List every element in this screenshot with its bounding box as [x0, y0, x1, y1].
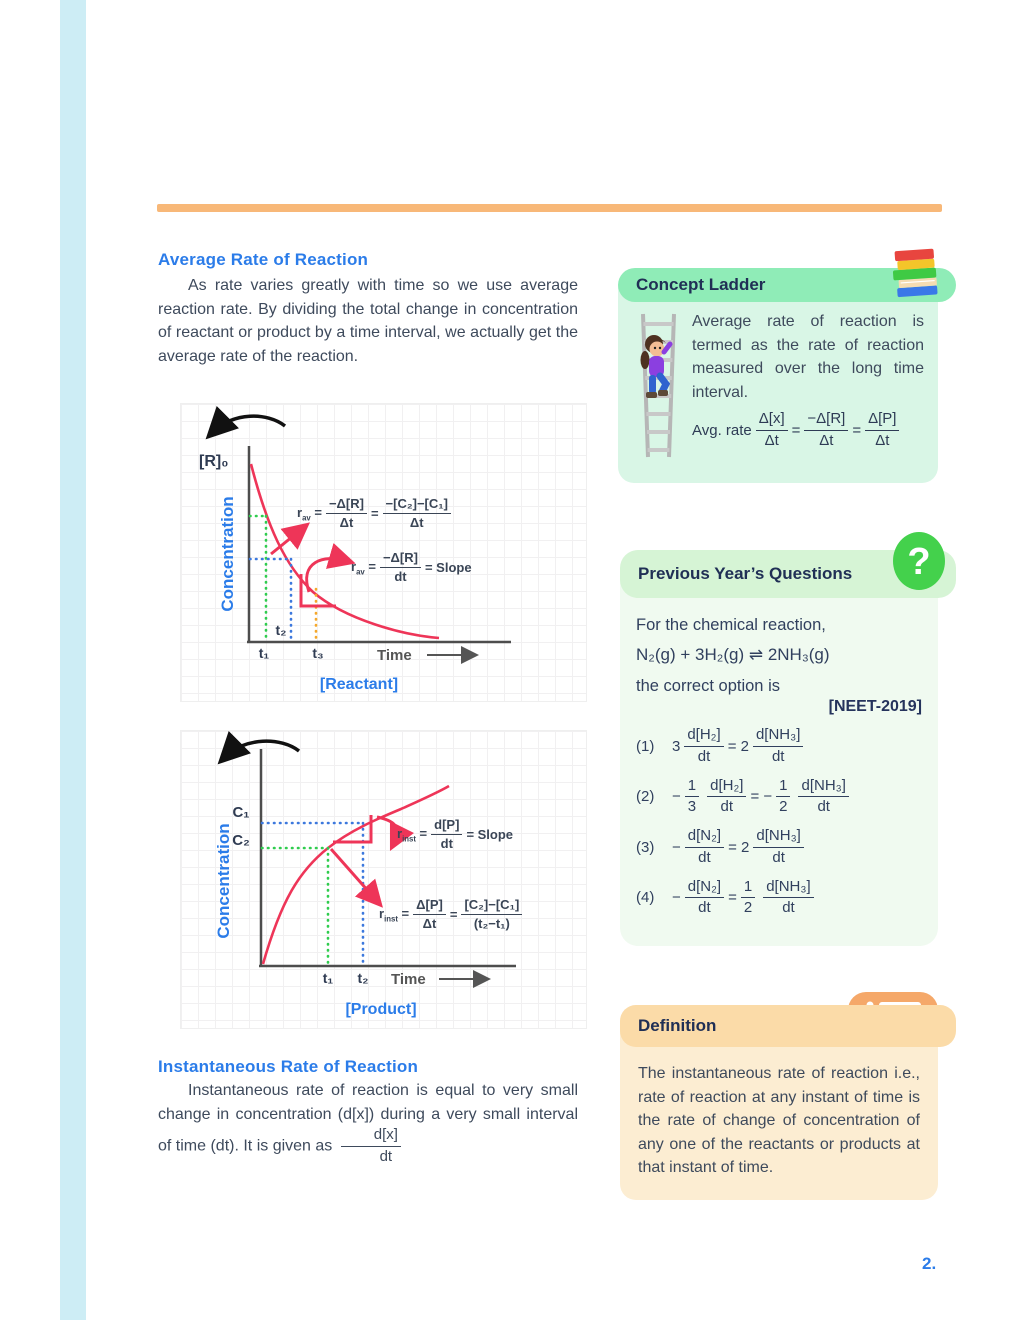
pyq-title: Previous Year’s Questions — [638, 564, 853, 583]
pyq-option-row — [636, 777, 922, 818]
page-number: 2. — [922, 1254, 937, 1273]
pyq-reaction-equation: N₂(g) + 3H₂(g) ⇌ 2NH₃(g) — [636, 645, 830, 664]
heading-average-rate: Average Rate of Reaction — [158, 250, 369, 269]
concept-ladder-text: Average rate of reaction is termed as the rate of reaction measured over the long time interval. — [692, 313, 924, 401]
c2-label: C₂ — [232, 832, 250, 849]
t1-label: t₁ — [258, 645, 270, 661]
pyq-prompt: the correct option is — [636, 677, 780, 695]
product-concentration-graph — [180, 730, 587, 1029]
c2-t1-dotted-guide — [262, 848, 328, 965]
pyq-option-row — [636, 726, 922, 767]
slope-triangle — [333, 815, 371, 842]
books-stack-icon — [888, 244, 940, 305]
svg-text:?: ? — [907, 541, 931, 583]
x-axis-label: Time — [391, 971, 426, 988]
pyq-option-row — [636, 878, 922, 919]
graph-caption: [Reactant] — [319, 676, 399, 693]
option-formula: − $\frac{\text{d[N₂]}}{dt}$ = $\frac{1}{2}$ $\frac{\text{d[NH₃]}}{dt}$ — [672, 878, 814, 919]
inst-slope-formula: $r_{inst}$ = $\frac{d[P]}{dt}$ = Slope — [397, 817, 514, 852]
pointer-arrow-slope-formula — [377, 817, 397, 843]
definition-header — [620, 1005, 956, 1047]
pyq-exam-tag: [NEET-2019] — [828, 698, 922, 715]
x-axis-label: Time — [377, 647, 412, 664]
t1-dotted-guide — [250, 516, 266, 640]
c1-label: C₁ — [232, 804, 250, 821]
paragraph-instantaneous-text: Instantaneous rate of reaction is equal to very small change in concentration (d[x]) during a very small interval of time (dt). It is given as — [158, 1082, 578, 1155]
section-divider-bar — [157, 204, 942, 212]
t3-label: t₃ — [312, 645, 324, 661]
pyq-options — [636, 726, 922, 918]
dx-dt-fraction: $\frac{d[x]}{dt}$ — [341, 1126, 401, 1167]
concept-ladder-box — [618, 284, 938, 483]
option-label: (1) — [636, 737, 655, 755]
option-label: (2) — [636, 788, 655, 806]
question-mark-icon — [892, 531, 946, 596]
option-label: (4) — [636, 889, 655, 907]
rotation-arrow-icon — [213, 416, 285, 432]
option-label: (3) — [636, 838, 655, 856]
t2-label: t₂ — [357, 970, 369, 986]
pointer-arrow-avg-formula — [331, 849, 377, 901]
t1-label: t₁ — [322, 970, 334, 986]
pointer-arrow-slope-formula — [307, 559, 347, 592]
y-axis-label: Concentration — [214, 823, 233, 939]
y-axis-label: Concentration — [218, 496, 237, 612]
option-formula: − $\frac{\text{d[N₂]}}{dt}$ = 2 $\frac{\text{d[NH₃]}}{dt}$ — [672, 827, 804, 868]
option-formula: − $\frac{1}{3}$ $\frac{\text{d[H₂]}}{dt}$ = − $\frac{1}{2}$ $\frac{\text{d[NH₃]}}{dt}$ — [672, 777, 849, 818]
concept-ladder-content — [692, 310, 924, 465]
definition-box: The instantaneous rate of reaction i.e., rate of reaction at any instant of time is the rate of change of concentration of any one of the reactants or products at that instant of time. — [620, 1026, 938, 1200]
graph-caption: [Product] — [345, 1001, 417, 1018]
avg-slope-formula: $r_{av}$ = $\frac{-\Delta[R]}{dt}$ = Slope — [351, 550, 472, 585]
paragraph-average-rate: As rate varies greatly with time so we use average reaction rate. By dividing the total change in concentration of reactant or product by a time interval, we actually get the average rate of the reaction. — [158, 277, 578, 365]
t2-label: t₂ — [275, 622, 287, 638]
y-origin-label: [R]₀ — [199, 453, 229, 470]
c1-t2-dotted-guide — [262, 823, 363, 965]
inst-avg-formula: $r_{inst}$ = $\frac{\Delta[P]}{\Delta t}$ = $\frac{\text{[C₂]−[C₁]}}{\text{(t₂−t₁)}}$ — [379, 897, 522, 933]
heading-instantaneous-rate: Instantaneous Rate of Reaction — [158, 1057, 419, 1076]
reactant-concentration-graph — [180, 403, 587, 702]
pyq-box — [620, 574, 938, 946]
option-formula: 3 $\frac{\text{d[H₂]}}{dt}$ = 2 $\frac{\text{d[NH₃]}}{dt}$ — [672, 726, 803, 767]
pointer-arrow-avg-formula — [271, 528, 303, 554]
avg-rate-definition-formula: Avg. rate $\frac{\Delta[x]}{\Delta t}$ = $\frac{-\Delta[R]}{\Delta t}$ = $\frac{\Delta[P]}{\Delta t}$ — [692, 410, 899, 451]
paragraph-instantaneous-rate — [158, 1079, 578, 1167]
pyq-option-row — [636, 827, 922, 868]
concept-ladder-title: Concept Ladder — [636, 275, 766, 294]
product-graph-canvas — [181, 731, 586, 1028]
pyq-intro: For the chemical reaction, — [636, 616, 826, 634]
definition-title: Definition — [638, 1016, 717, 1035]
avg-rate-formula: $r_{av}$ = $\frac{-\Delta[R]}{\Delta t}$ = $\frac{\text{−[C₂]−[C₁]}}{\Delta t}$ — [297, 496, 451, 532]
page-left-accent-strip — [60, 0, 86, 1320]
girl-on-ladder-illustration — [628, 310, 686, 465]
